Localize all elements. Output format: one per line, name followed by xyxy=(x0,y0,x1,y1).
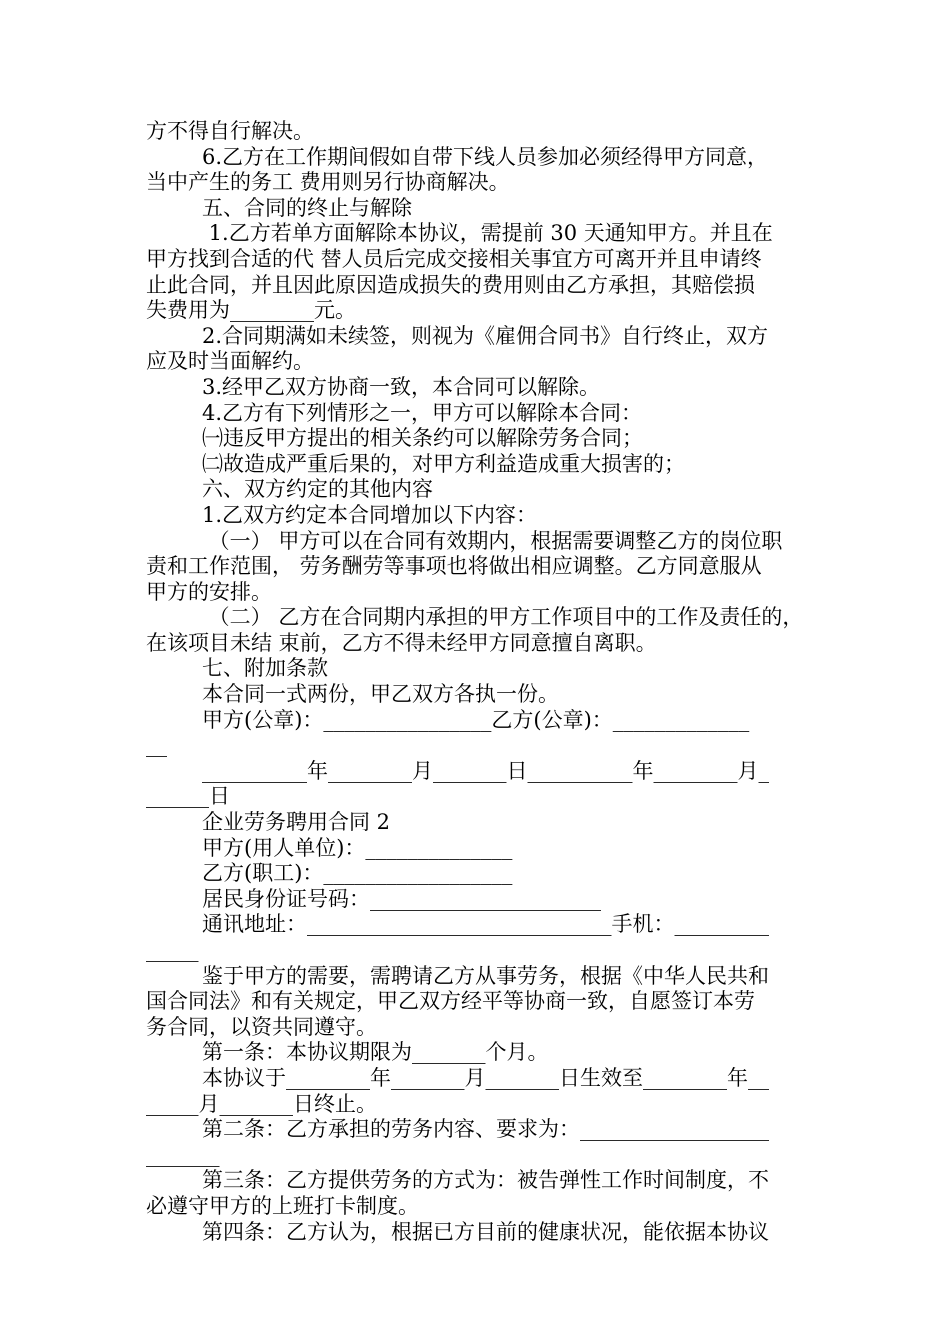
text-line: 方不得自行解决。 xyxy=(146,119,314,143)
text-line: 鉴于甲方的需要，需聘请乙方从事劳务，根据《中华人民共和 xyxy=(202,963,769,988)
text-line: 甲方的安排。 xyxy=(146,579,272,604)
text-line: 6.乙方在工作期间假如自带下线人员参加必须经得甲方同意， xyxy=(202,144,769,169)
document-page xyxy=(146,119,810,1245)
text-line: 1.乙双方约定本合同增加以下内容： xyxy=(202,502,538,527)
text-line: 当中产生的务工 费用则另行协商解决。 xyxy=(146,170,510,195)
text-line: 国合同法》和有关规定，甲乙双方经平等协商一致，自愿签订本劳 xyxy=(146,989,755,1014)
text-line: 五、合同的终止与解除 xyxy=(202,195,412,220)
text-line: 3.经甲乙双方协商一致，本合同可以解除。 xyxy=(202,374,601,399)
text-line: 甲方(用人单位)：______________ xyxy=(202,835,513,860)
text-line: （一） 甲方可以在合同有效期内，根据需要调整乙方的岗位职 xyxy=(202,528,783,553)
text-line: ㈡故造成严重后果的，对甲方利益造成重大损害的； xyxy=(202,451,685,476)
text-line: 乙方(职工)：__________________ xyxy=(202,861,513,886)
text-line: __ xyxy=(146,733,167,758)
text-line: 企业劳务聘用合同 2 xyxy=(202,810,391,835)
text-line: 失费用为________元。 xyxy=(146,298,356,323)
text-line: 居民身份证号码：______________________ xyxy=(202,886,601,911)
text-line: 1.乙方若单方面解除本协议，需提前 30 天通知甲方。并且在 xyxy=(202,221,773,246)
text-line: 本协议于________年_______月_______日生效至________年__ xyxy=(202,1065,769,1090)
text-line: 4.乙方有下列情形之一，甲方可以解除本合同： xyxy=(202,400,643,425)
text-line: 第四条：乙方认为，根据已方目前的健康状况，能依据本协议 xyxy=(202,1219,769,1244)
text-line: 应及时当面解约。 xyxy=(146,349,314,374)
text-line: 七、附加条款 xyxy=(202,656,328,681)
text-line: （二） 乙方在合同期内承担的甲方工作项目中的工作及责任的， xyxy=(202,605,804,630)
text-line: 在该项目未结 束前，乙方不得未经甲方同意擅自离职。 xyxy=(146,630,657,655)
text-line: 责和工作范围， 劳务酬劳等事项也将做出相应调整。乙方同意服从 xyxy=(146,554,762,579)
text-line: 本合同一式两份，甲乙双方各执一份。 xyxy=(202,682,559,707)
text-line: _____月_______日终止。 xyxy=(146,1091,377,1116)
text-line: _______ xyxy=(146,1142,220,1167)
text-line: 2.合同期满如未续签，则视为《雇佣合同书》自行终止，双方 xyxy=(202,323,769,348)
text-line: 务合同，以资共同遵守。 xyxy=(146,1014,377,1039)
text-line: 通讯地址：_____________________________手机：_________ xyxy=(202,912,769,937)
text-line: 六、双方约定的其他内容 xyxy=(202,477,433,502)
text-line: 第一条：本协议期限为_______个月。 xyxy=(202,1040,549,1065)
text-line: __________年________月_______日__________年________月_ xyxy=(202,758,769,783)
text-line: 第二条：乙方承担的劳务内容、要求为：__________________ xyxy=(202,1117,769,1142)
text-line: ㈠违反甲方提出的相关条约可以解除劳务合同； xyxy=(202,426,643,451)
text-line: 甲方(公章)：________________乙方(公章)：_____________ xyxy=(202,707,750,732)
text-line: 必遵守甲方的上班打卡制度。 xyxy=(146,1193,419,1218)
text-line: 止此合同，并且因此原因造成损失的费用则由乙方承担，其赔偿损 xyxy=(146,272,755,297)
text-line: _____ xyxy=(146,938,199,962)
text-line: ______日 xyxy=(146,784,230,809)
text-line: 第三条：乙方提供劳务的方式为：被告弹性工作时间制度，不 xyxy=(202,1168,769,1193)
text-line: 甲方找到合适的代 替人员后完成交接相关事宜方可离开并且申请终 xyxy=(146,246,762,271)
